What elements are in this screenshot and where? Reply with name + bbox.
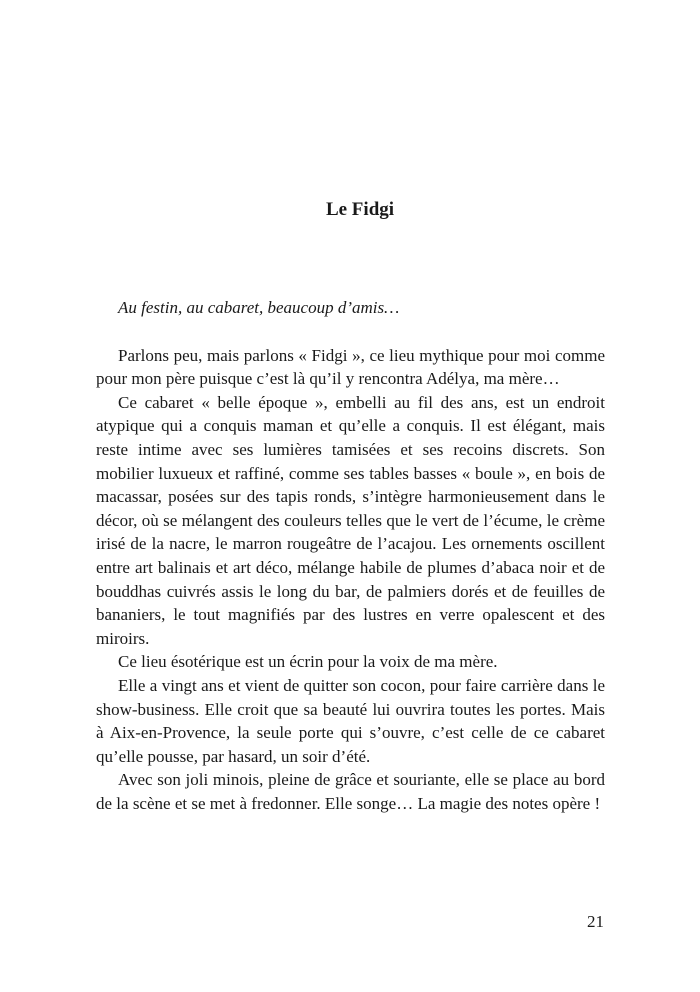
paragraph: Ce lieu ésotérique est un écrin pour la voix de ma mère.	[118, 652, 498, 672]
paragraph: Parlons peu, mais parlons « Fidgi », ce lieu mythique pour moi comme pour mon père puisque c’est là qu’il y rencontra Adélya, ma mère…	[96, 345, 605, 389]
chapter-body	[96, 296, 605, 815]
chapter-title: Le Fidgi	[325, 199, 395, 220]
epigraph: Au festin, au cabaret, beaucoup d’amis…	[118, 298, 400, 317]
paragraph: Elle a vingt ans et vient de quitter son cocon, pour faire carrière dans le show-business. Elle croit que sa beauté lui ouvrira toutes les portes. Mais à Aix-en-Provence, la seule porte qui s’ouvre, c’est celle de ce cabaret qu’elle pousse, par hasard, un soir d’été.	[96, 675, 605, 766]
paragraph: Ce cabaret « belle époque », embelli au fil des ans, est un endroit atypique qui a conquis maman et qu’elle a conquis. Il est élégant, mais reste intime avec ses lumières tamisées et ses recoins discrets. Son mobilier luxueux et raffiné, comme ses tables basses « boule », en bois de macassar, posées sur des tapis ronds, s’intègre harmonieusement dans le décor, où se mélangent des couleurs telles que le vert de l’écume, le crème irisé de la nacre, le marron rougeâtre de l’acajou. Les ornements oscillent entre art balinais et art déco, mélange habile de plumes d’abaca noir et de bouddhas cuivrés assis le long du bar, de palmiers dorés et de feuilles de bananiers, le tout magnifiés par des lustres en verre opalescent et des miroirs.	[96, 392, 605, 648]
paragraph: Avec son joli minois, pleine de grâce et souriante, elle se place au bord de la scène et se met à fredonner. Elle songe… La magie des notes opère !	[96, 770, 605, 813]
page-number: 21	[587, 912, 604, 931]
